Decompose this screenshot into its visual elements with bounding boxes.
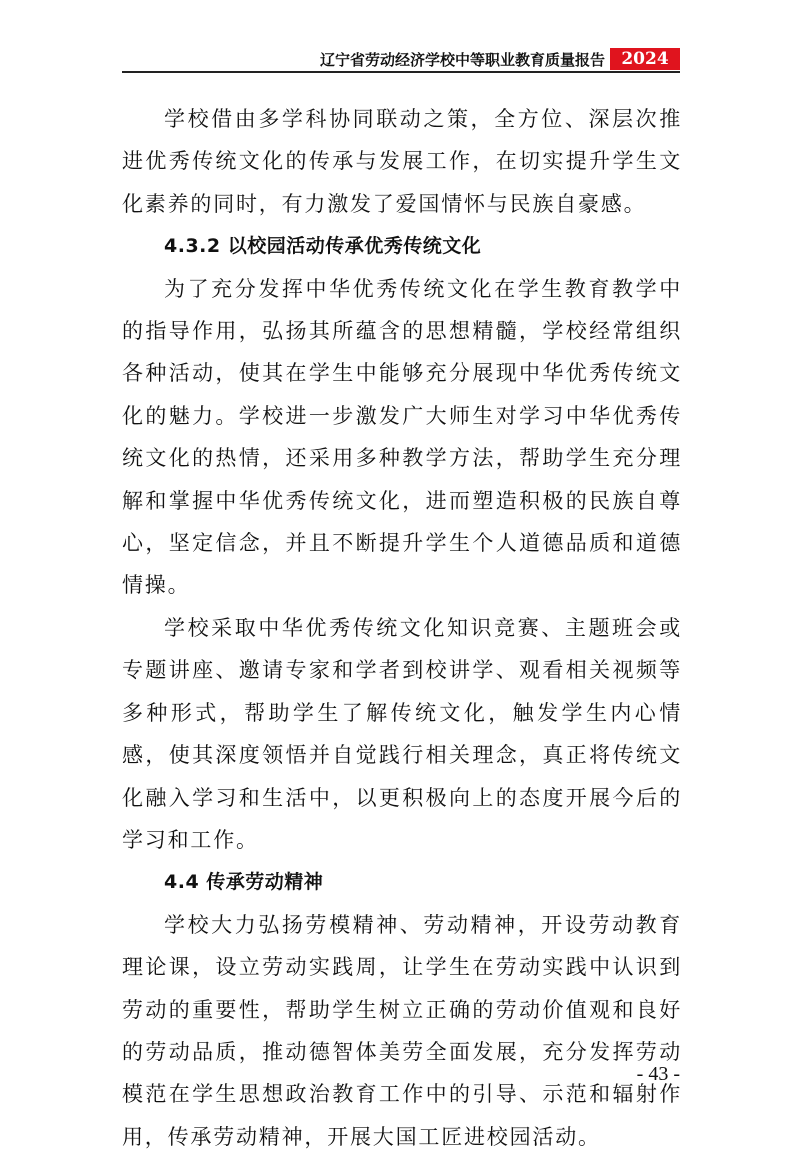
header-divider [122, 71, 680, 73]
paragraph: 学校大力弘扬劳模精神、劳动精神，开设劳动教育理论课，设立劳动实践周，让学生在劳动实践中认识到劳动的重要性，帮助学生树立正确的劳动价值观和良好的劳动品质，推动德智体美劳全面发展，充分发挥劳动模范在学生思想政治教育工作中的引导、示范和辐射作用，传承劳动精神，开展大国工匠进校园活动。 [122, 912, 682, 1149]
paragraph: 为了充分发挥中华优秀传统文化在学生教育教学中的指导作用，弘扬其所蕴含的思想精髓，学校经常组织各种活动，使其在学生中能够充分展现中华优秀传统文化的魅力。学校进一步激发广大师生对学习中华优秀传统文化的热情，还采用多种教学方法，帮助学生充分理解和掌握中华优秀传统文化，进而塑造积极的民族自尊心，坚定信念，并且不断提升学生个人道德品质和道德情操。 [122, 276, 682, 598]
paragraph: 学校采取中华优秀传统文化知识竞赛、主题班会或专题讲座、邀请专家和学者到校讲学、观看相关视频等多种形式，帮助学生了解传统文化，触发学生内心情感，使其深度领悟并自觉践行相关理念，真正将传统文化融入学习和生活中，以更积极向上的态度开展今后的学习和工作。 [122, 615, 682, 852]
page-body [122, 98, 682, 1158]
section-heading: 4.4 传承劳动精神 [164, 871, 324, 894]
page-number: - 43 - [636, 1063, 680, 1085]
report-title: 辽宁省劳动经济学校中等职业教育质量报告 [319, 51, 605, 69]
paragraph: 学校借由多学科协同联动之策，全方位、深层次推进优秀传统文化的传承与发展工作，在切实提升学生文化素养的同时，有力激发了爱国情怀与民族自豪感。 [122, 107, 682, 216]
year-badge: 2024 [610, 48, 680, 70]
section-heading: 4.3.2 以校园活动传承优秀传统文化 [164, 235, 482, 258]
page-header [122, 48, 680, 72]
